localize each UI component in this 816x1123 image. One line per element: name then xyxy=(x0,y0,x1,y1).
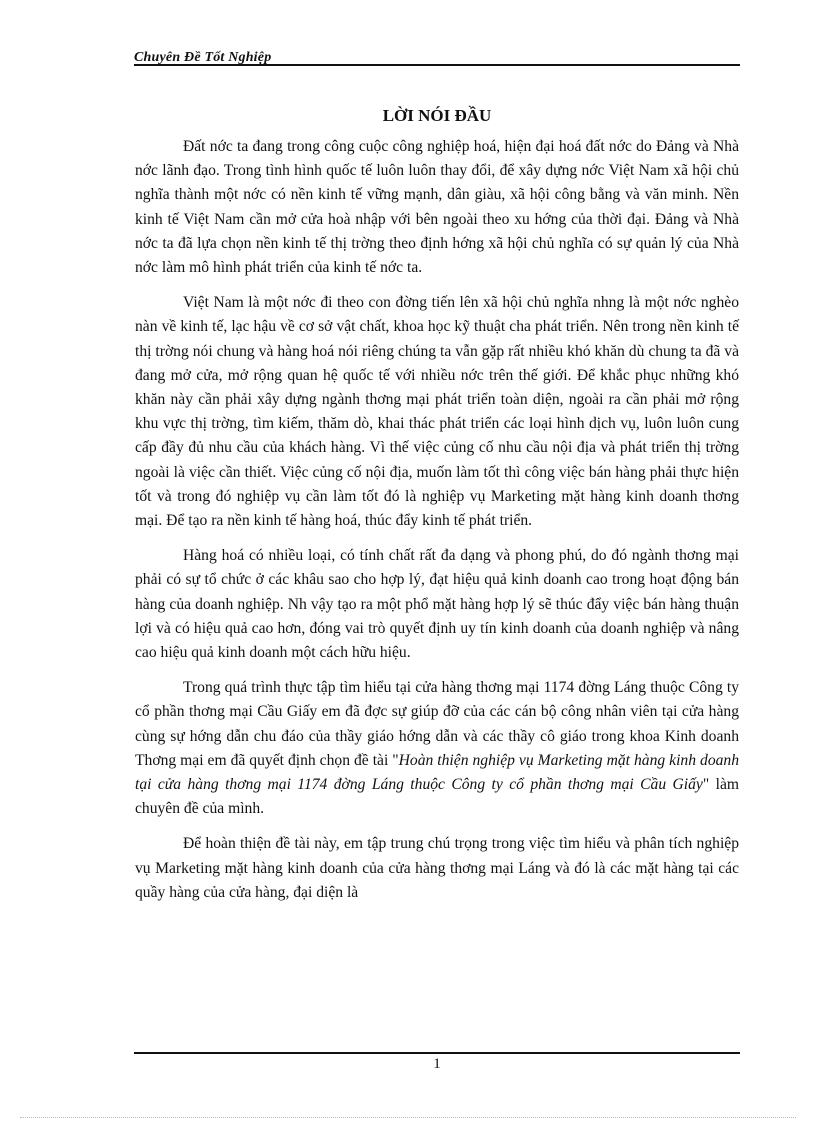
page-number: 1 xyxy=(433,1056,441,1072)
header-title: Chuyên Đề Tốt Nghiệp xyxy=(134,50,272,65)
page-title: LỜI NÓI ĐẦU xyxy=(382,106,492,125)
footer-divider xyxy=(134,1052,740,1054)
document-body xyxy=(135,135,739,916)
paragraph-4-text-after: " làm chuyên đề của mình. xyxy=(135,776,739,818)
paragraph-3: Hàng hoá có nhiều loại, có tính chất rất đa dạng và phong phú, do đó ngành thơng mại phải có sự tổ chức ở các khâu sao cho hợp lý, đạt hiệu quả kinh doanh cao trong hoạt động bán hàng của doanh nghiệp. Nh vậy tạo ra một phổ mặt hàng hợp lý sẽ thúc đẩy việc bán hàng thuận lợi và có hiệu quả cao hơn, đóng vai trò quyết định uy tín kinh doanh của doanh nghiệp và nâng cao hiệu quả kinh doanh một cách hữu hiệu. xyxy=(135,547,739,662)
paragraph-4-text-before: Trong quá trình thực tập tìm hiểu tại cửa hàng thơng mại 1174 đờng Láng thuộc Công ty cổ phần thơng mại Cầu Giấy em đã đợc sự giúp đỡ của các cán bộ công nhân viên tại cửa hàng cùng sự hớng dẫn chu đáo của thầy giáo hớng dẫn và các thầy cô giáo trong khoa Kinh doanh Thơng mại em đã quyết định chọn đề tài " xyxy=(135,679,739,769)
header-divider xyxy=(134,64,740,66)
paragraph-4 xyxy=(135,676,739,821)
paragraph-2: Việt Nam là một nớc đi theo con đờng tiến lên xã hội chủ nghĩa nhng là một nớc nghèo nàn về kinh tế, lạc hậu về cơ sở vật chất, khoa học kỹ thuật cha phát triển. Nên trong nền kinh tế thị trờng nói chung và hàng hoá nói riêng chúng ta vẫn gặp rất nhiều khó khăn dù chung ta đã và đang mở cửa, mở rộng quan hệ quốc tế với nhiều nớc trên thế giới. Để khắc phục những khó khăn này cần phải xây dựng ngành thơng mại phát triển toàn diện, ngoài ra cần phải mở rộng khu vực thị trờng, tìm kiếm, thăm dò, khai thác phát triển các loại hình dịch vụ, luôn luôn cung cấp đầy đủ nhu cầu của khách hàng. Vì thế việc củng cố nhu cầu nội địa và phát triển thị trờng ngoài là việc cần thiết. Việc củng cố nội địa, muốn làm tốt thì công việc bán hàng phải thực hiện tốt và trong đó nghiệp vụ cần làm tốt đó là nghiệp vụ Marketing mặt hàng kinh doanh thơng mại. Để tạo ra nền kinh tế hàng hoá, thúc đẩy kinh tế phát triển. xyxy=(135,294,739,530)
thesis-topic-title: Hoàn thiện nghiệp vụ Marketing mặt hàng kinh doanh tại cửa hàng thơng mại 1174 đờng Láng thuộc Công ty cổ phần thơng mại Cầu Giấy xyxy=(135,751,740,794)
page-bottom-dotted-border xyxy=(20,1117,796,1118)
paragraph-5: Để hoàn thiện đề tài này, em tập trung chú trọng trong việc tìm hiểu và phân tích nghiệp vụ Marketing mặt hàng kinh doanh của cửa hàng thơng mại Láng và đó là các mặt hàng tại các quầy hàng của cửa hàng, đại diện là xyxy=(135,835,739,901)
paragraph-1: Đất nớc ta đang trong công cuộc công nghiệp hoá, hiện đại hoá đất nớc do Đảng và Nhà nớc lãnh đạo. Trong tình hình quốc tế luôn luôn thay đổi, để xây dựng nớc Việt Nam xã hội chủ nghĩa thành một nớc có nền kinh tế vững mạnh, dân giàu, xã hội công bằng và văn minh. Nền kinh tế Việt Nam cần mở cửa hoà nhập với bên ngoài theo xu hớng của thời đại. Đảng và Nhà nớc ta đã lựa chọn nền kinh tế thị trờng theo định hớng xã hội chủ nghĩa có sự quản lý của Nhà nớc làm mô hình phát triển của kinh tế nớc ta. xyxy=(135,138,739,277)
